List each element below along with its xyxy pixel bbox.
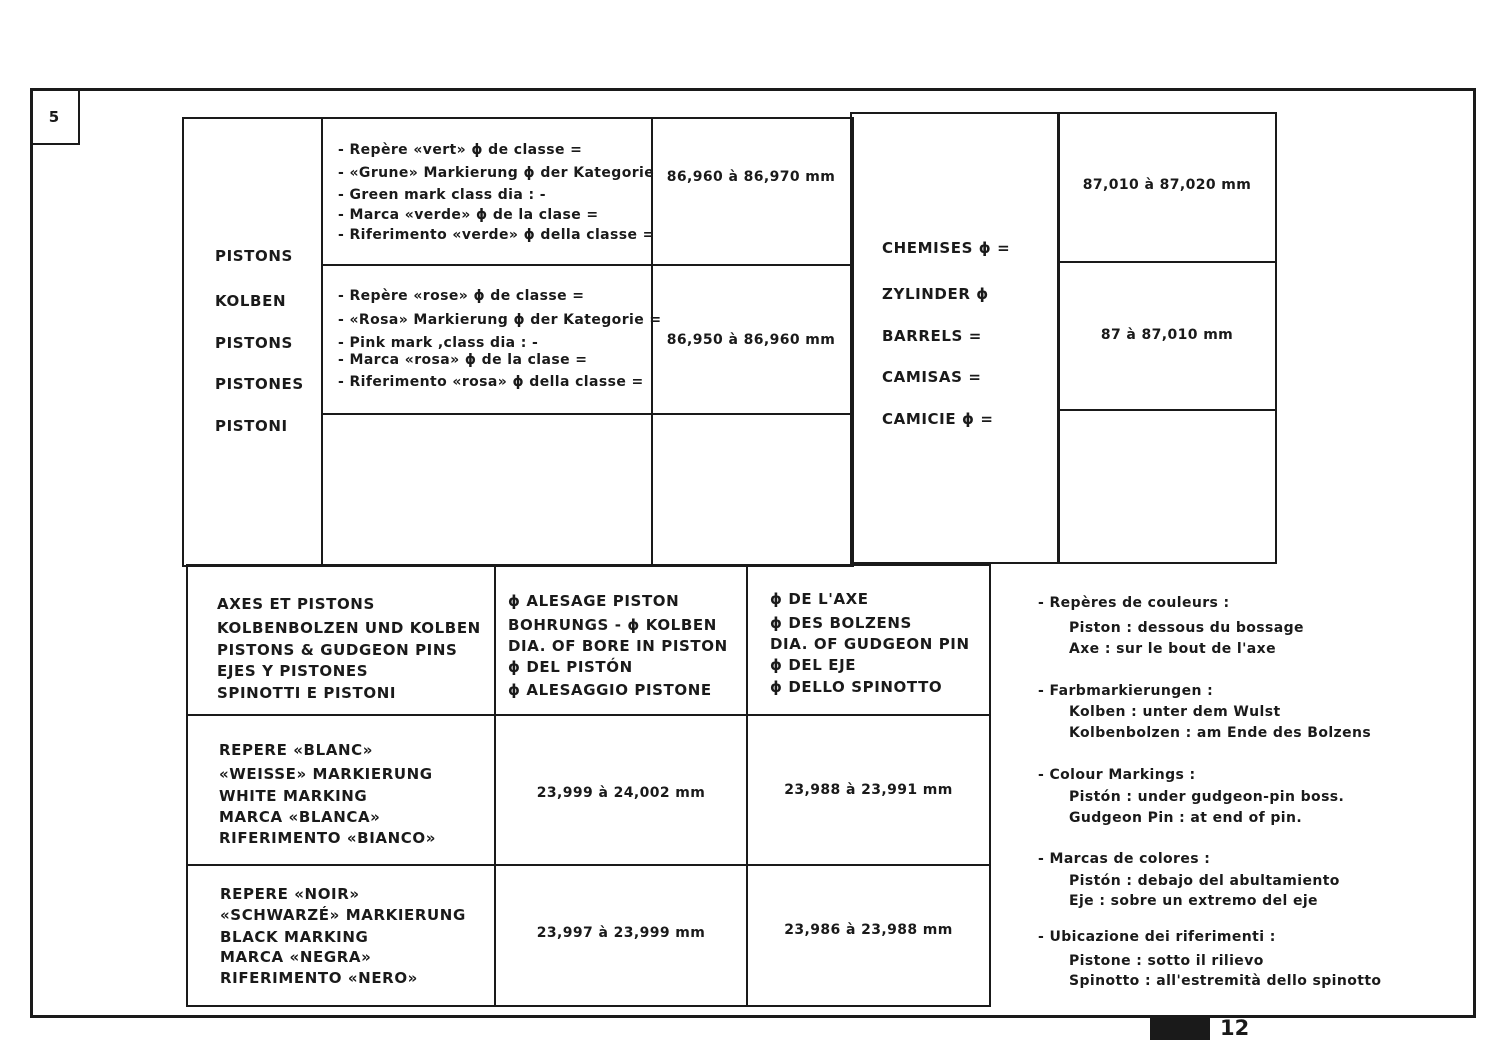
notes-title-it: - Ubicazione dei riferimenti :	[1038, 929, 1276, 945]
notes-line: Piston : dessous du bossage	[1069, 620, 1304, 636]
pins-header-line: SPINOTTI E PISTONI	[217, 684, 397, 702]
black-row-label: REPERE «NOIR»	[220, 885, 360, 903]
black-row-label: MARCA «NEGRA»	[220, 948, 372, 966]
white-pin-dia: 23,988 à 23,991 mm	[784, 782, 953, 798]
pistons-label-it: PISTONI	[215, 417, 288, 435]
black-row-label: RIFERIMENTO «NERO»	[220, 969, 418, 987]
green-class-line: - Marca «verde» ϕ de la clase =	[338, 207, 599, 223]
notes-line: Pistón : under gudgeon-pin boss.	[1069, 789, 1345, 805]
page-number: 12	[1220, 1016, 1250, 1040]
barrels-label-en: BARRELS =	[882, 327, 982, 345]
pins-header-line: AXES ET PISTONS	[217, 595, 375, 613]
bore-header-line: ϕ ALESAGGIO PISTONE	[508, 681, 712, 699]
bore-header-line: DIA. OF BORE IN PISTON	[508, 637, 728, 655]
pins-header-line: KOLBENBOLZEN UND KOLBEN	[217, 619, 481, 637]
white-bore-dia: 23,999 à 24,002 mm	[536, 785, 706, 801]
divider	[321, 264, 854, 266]
bore-header-line: ϕ ALESAGE PISTON	[508, 592, 680, 610]
pink-class-line: - Pink mark ,class dia : -	[338, 335, 539, 351]
pin-header-line: ϕ DEL EJE	[770, 656, 857, 674]
notes-line: Spinotto : all'estremità dello spinotto	[1069, 973, 1382, 989]
divider	[321, 117, 323, 567]
white-row-label: RIFERIMENTO «BIANCO»	[219, 829, 437, 847]
barrels-label-fr: CHEMISES ϕ =	[882, 239, 1011, 257]
notes-line: Pistone : sotto il rilievo	[1069, 953, 1264, 969]
barrels-label-it: CAMICIE ϕ =	[882, 410, 994, 428]
pink-class-line: - «Rosa» Markierung ϕ der Kategorie =	[338, 312, 662, 328]
green-class-line: - Riferimento «verde» ϕ della classe =	[338, 227, 655, 243]
pins-header-line: EJES Y PISTONES	[217, 662, 369, 680]
notes-line: Kolben : unter dem Wulst	[1069, 704, 1281, 720]
pink-class-line: - Repère «rose» ϕ de classe =	[338, 288, 585, 304]
notes-title-en: - Colour Markings :	[1038, 767, 1196, 783]
notes-line: Axe : sur le bout de l'axe	[1069, 641, 1276, 657]
pink-class-line: - Marca «rosa» ϕ de la clase =	[338, 352, 588, 368]
divider	[321, 413, 854, 415]
section-number: 5	[30, 91, 80, 145]
notes-title-es: - Marcas de colores :	[1038, 851, 1211, 867]
notes-title-fr: - Repères de couleurs :	[1038, 595, 1230, 611]
notes-line: Kolbenbolzen : am Ende des Bolzens	[1069, 725, 1372, 741]
green-class-line: - Repère «vert» ϕ de classe =	[338, 142, 583, 158]
divider	[186, 864, 991, 866]
pins-header-line: PISTONS & GUDGEON PINS	[217, 641, 458, 659]
barrels-label-de: ZYLINDER ϕ	[882, 285, 989, 303]
green-class-line: - «Grune» Markierung ϕ der Kategorie	[338, 165, 655, 181]
pin-header-line: DIA. OF GUDGEON PIN	[770, 635, 970, 653]
pin-header-line: ϕ DE L'AXE	[770, 590, 869, 608]
pistons-label-en: PISTONS	[215, 334, 293, 352]
bore-header-line: ϕ DEL PISTÓN	[508, 658, 633, 676]
barrels-label-es: CAMISAS =	[882, 368, 982, 386]
green-barrel-dia: 87,010 à 87,020 mm	[1082, 177, 1252, 193]
white-row-label: WHITE MARKING	[219, 787, 368, 805]
notes-title-de: - Farbmarkierungen :	[1038, 683, 1214, 699]
white-row-label: MARCA «BLANCA»	[219, 808, 381, 826]
notes-line: Eje : sobre un extremo del eje	[1069, 893, 1318, 909]
black-bore-dia: 23,997 à 23,999 mm	[536, 925, 706, 941]
bore-header-line: BOHRUNGS - ϕ KOLBEN	[508, 616, 717, 634]
pistons-label-es: PISTONES	[215, 375, 304, 393]
pin-header-line: ϕ DES BOLZENS	[770, 614, 912, 632]
black-row-label: BLACK MARKING	[220, 928, 369, 946]
pin-header-line: ϕ DELLO SPINOTTO	[770, 678, 943, 696]
white-row-label: «WEISSE» MARKIERUNG	[219, 765, 433, 783]
pink-barrel-dia: 87 à 87,010 mm	[1100, 327, 1234, 343]
page-number-bar	[1150, 1018, 1210, 1040]
black-pin-dia: 23,986 à 23,988 mm	[784, 922, 953, 938]
pistons-label-fr: PISTONS	[215, 247, 293, 265]
green-piston-dia: 86,960 à 86,970 mm	[666, 169, 836, 185]
white-row-label: REPERE «BLANC»	[219, 741, 373, 759]
pink-piston-dia: 86,950 à 86,960 mm	[666, 332, 836, 348]
notes-line: Pistón : debajo del abultamiento	[1069, 873, 1340, 889]
divider	[1057, 409, 1277, 411]
black-row-label: «SCHWARZÉ» MARKIERUNG	[220, 906, 466, 924]
pink-class-line: - Riferimento «rosa» ϕ della classe =	[338, 374, 644, 390]
divider	[1057, 261, 1277, 263]
divider	[186, 714, 991, 716]
pistons-label-de: KOLBEN	[215, 292, 287, 310]
notes-line: Gudgeon Pin : at end of pin.	[1069, 810, 1303, 826]
green-class-line: - Green mark class dia : -	[338, 187, 546, 203]
